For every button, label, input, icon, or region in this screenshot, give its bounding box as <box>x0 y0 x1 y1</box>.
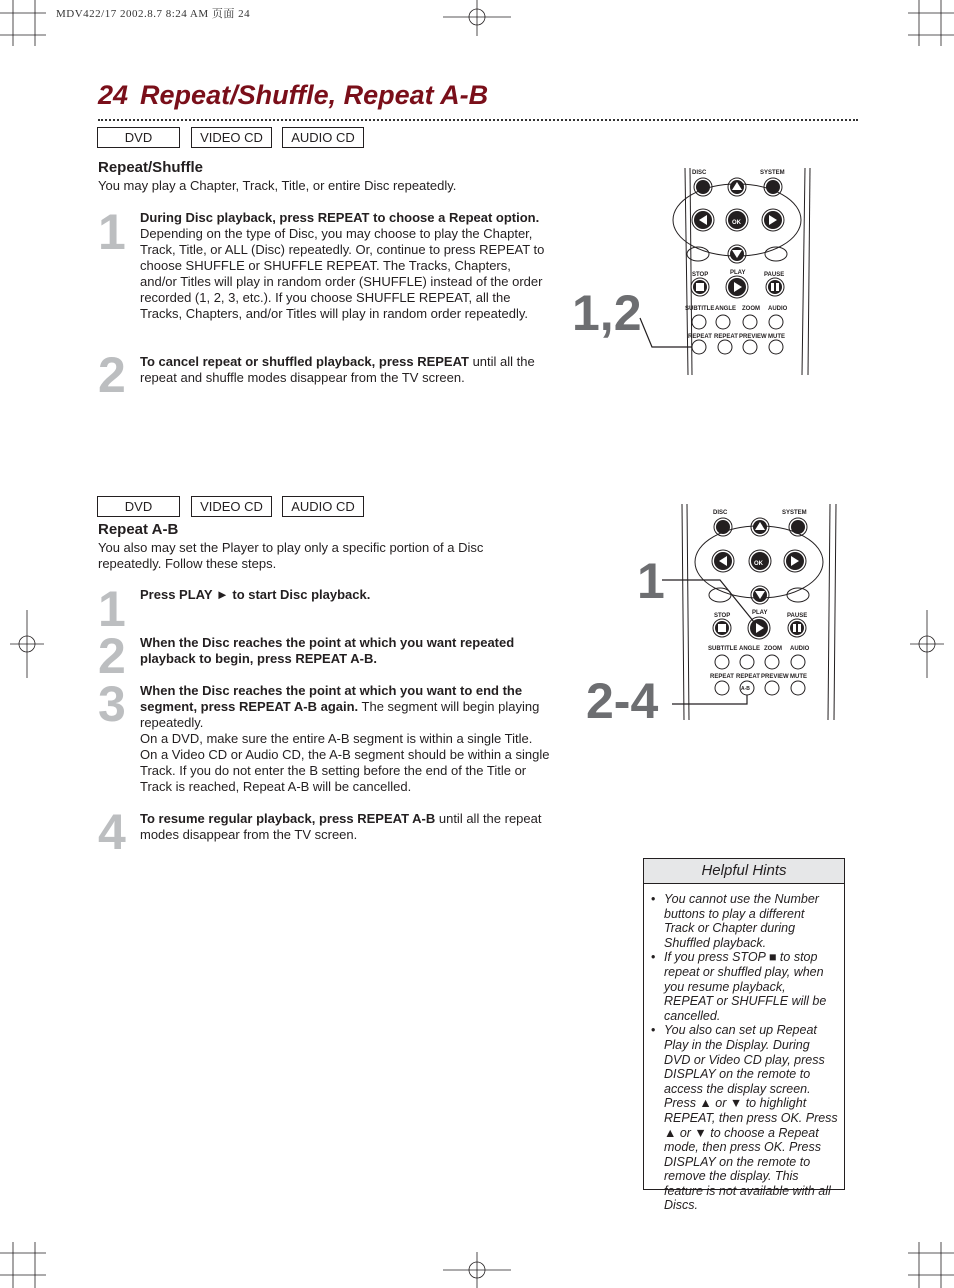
print-header-meta: MDV422/17 2002.8.7 8:24 AM 页面 24 <box>56 8 251 20</box>
remote-illustration-1 <box>560 160 820 380</box>
step-bold: When the Disc reaches the point at which you want to end the segment, press REPEAT A-B again. <box>140 683 523 714</box>
page-title-text: Repeat/Shuffle, Repeat A-B <box>140 80 489 110</box>
remote-label: PLAY <box>730 270 746 276</box>
helpful-hints-list <box>644 892 844 1213</box>
helpful-hints-title: Helpful Hints <box>644 859 844 884</box>
callout-label: 2-4 <box>586 673 659 729</box>
remote-label: OK <box>754 561 763 567</box>
section-intro-repeat-shuffle: You may play a Chapter, Track, Title, or entire Disc repeatedly. <box>98 178 457 193</box>
step-bold: When the Disc reaches the point at which you want repeated playback to begin, press REPEAT A-B. <box>140 635 515 666</box>
remote-label: ANGLE <box>715 306 736 312</box>
disc-tag-video-cd: VIDEO CD <box>191 127 272 148</box>
page-title <box>98 80 488 111</box>
step-number: 4 <box>98 804 126 860</box>
step-bold: To cancel repeat or shuffled playback, press REPEAT <box>140 354 469 369</box>
remote-label: DISC <box>692 170 707 176</box>
list-item: • You cannot use the Number buttons to play a different Track or Chapter during Shuffled playback. <box>664 892 838 950</box>
helpful-hints-box <box>643 858 845 1213</box>
remote-label: SUBTITLE <box>708 646 738 652</box>
remote-label: OK <box>732 220 741 226</box>
step-bold: To resume regular playback, press REPEAT A-B <box>140 811 436 826</box>
remote-label: MUTE <box>790 674 807 680</box>
remote-label: SUBTITLE <box>685 306 715 312</box>
callout-label: 1,2 <box>572 285 642 341</box>
page-number: 24 <box>98 80 129 110</box>
step-bold: During Disc playback, press REPEAT to choose a Repeat option. <box>140 210 540 225</box>
step-detail: until all the repeat modes disappear from the TV screen. <box>140 811 542 842</box>
step-number: 2 <box>98 628 126 684</box>
disc-tag-audio-cd: AUDIO CD <box>282 127 364 148</box>
remote-label: SYSTEM <box>760 170 785 176</box>
step-text <box>140 635 550 667</box>
step-detail: Depending on the type of Disc, you may choose to play the Chapter, Track, Title, or ALL (Disc) repeatedly. Or, continue to press REPEAT to choose SHUFFLE or SHUFFLE REPEAT. The Tracks, Chapters, and/or Titles will play in random order (SHUFFLE) instead of the order recorded (1, 2, 3, etc.). If you choose SHUFFLE REPEAT, all the Tracks, Chapters, and/or Titles will play in random order repeatedly. <box>140 226 545 321</box>
remote-label: REPEAT <box>688 334 712 340</box>
remote-label: PLAY <box>752 610 768 616</box>
disc-tag-audio-cd: AUDIO CD <box>282 496 364 517</box>
step-text <box>140 354 550 386</box>
section-intro-repeat-ab: You also may set the Player to play only a specific portion of a Disc repeatedly. Follow these steps. <box>98 540 484 571</box>
remote-label: ANGLE <box>739 646 760 652</box>
section-title-repeat-shuffle: Repeat/Shuffle <box>98 159 204 176</box>
remote-label: REPEAT <box>736 674 760 680</box>
step-extra: On a DVD, make sure the entire A-B segment is within a single Title. On a Video CD or Audio CD, the A-B segment should be within a single Track. If you do not enter the B setting before the end of the Title or Track is reached, Repeat A-B will be cancelled. <box>140 731 550 794</box>
remote-label: STOP <box>714 613 731 619</box>
step-bold: Press PLAY ► to start Disc playback. <box>140 587 371 602</box>
title-divider <box>98 119 858 121</box>
remote-label: PREVIEW <box>761 674 789 680</box>
step-text <box>140 587 550 603</box>
callout-label: 1 <box>637 553 665 609</box>
remote-label: AUDIO <box>790 646 810 652</box>
remote-label: A-B <box>741 686 750 692</box>
remote-label: REPEAT <box>714 334 738 340</box>
remote-label: PAUSE <box>764 272 785 278</box>
remote-illustration-2 <box>640 500 850 725</box>
remote-label: AUDIO <box>768 306 788 312</box>
step-text <box>140 683 550 795</box>
step-number: 2 <box>98 347 126 403</box>
remote-label: ZOOM <box>742 306 760 312</box>
step-detail: The segment will begin playing repeatedly. <box>140 699 540 730</box>
remote-label: MUTE <box>768 334 785 340</box>
remote-label: STOP <box>692 272 709 278</box>
step-text <box>140 210 550 322</box>
remote-label: PREVIEW <box>739 334 767 340</box>
remote-label: DISC <box>713 510 728 516</box>
step-number: 3 <box>98 676 126 732</box>
remote-label: ZOOM <box>764 646 782 652</box>
list-item: • If you press STOP ■ to stop repeat or shuffled play, when you resume playback, REPEAT or SHUFFLE will be cancelled. <box>664 950 838 1023</box>
list-item: • You also can set up Repeat Play in the Display. During DVD or Video CD play, press DISPLAY on the remote to access the display screen. Press ▲ or ▼ to highlight REPEAT, then press OK. Press ▲ or ▼ to choose a Repeat mode, then press OK. Press DISPLAY on the remote to remove the display. This feature is not available with all Discs. <box>664 1023 838 1213</box>
disc-tag-dvd: DVD <box>97 496 180 517</box>
remote-label: REPEAT <box>710 674 734 680</box>
disc-tag-dvd: DVD <box>97 127 180 148</box>
remote-label: PAUSE <box>787 613 808 619</box>
disc-tag-video-cd: VIDEO CD <box>191 496 272 517</box>
step-detail: until all the repeat and shuffle modes disappear from the TV screen. <box>140 354 535 385</box>
remote-label: SYSTEM <box>782 510 807 516</box>
step-number: 1 <box>98 204 126 260</box>
section-title-repeat-ab: Repeat A-B <box>98 521 179 538</box>
step-text <box>140 811 550 843</box>
step-number: 1 <box>98 581 126 637</box>
